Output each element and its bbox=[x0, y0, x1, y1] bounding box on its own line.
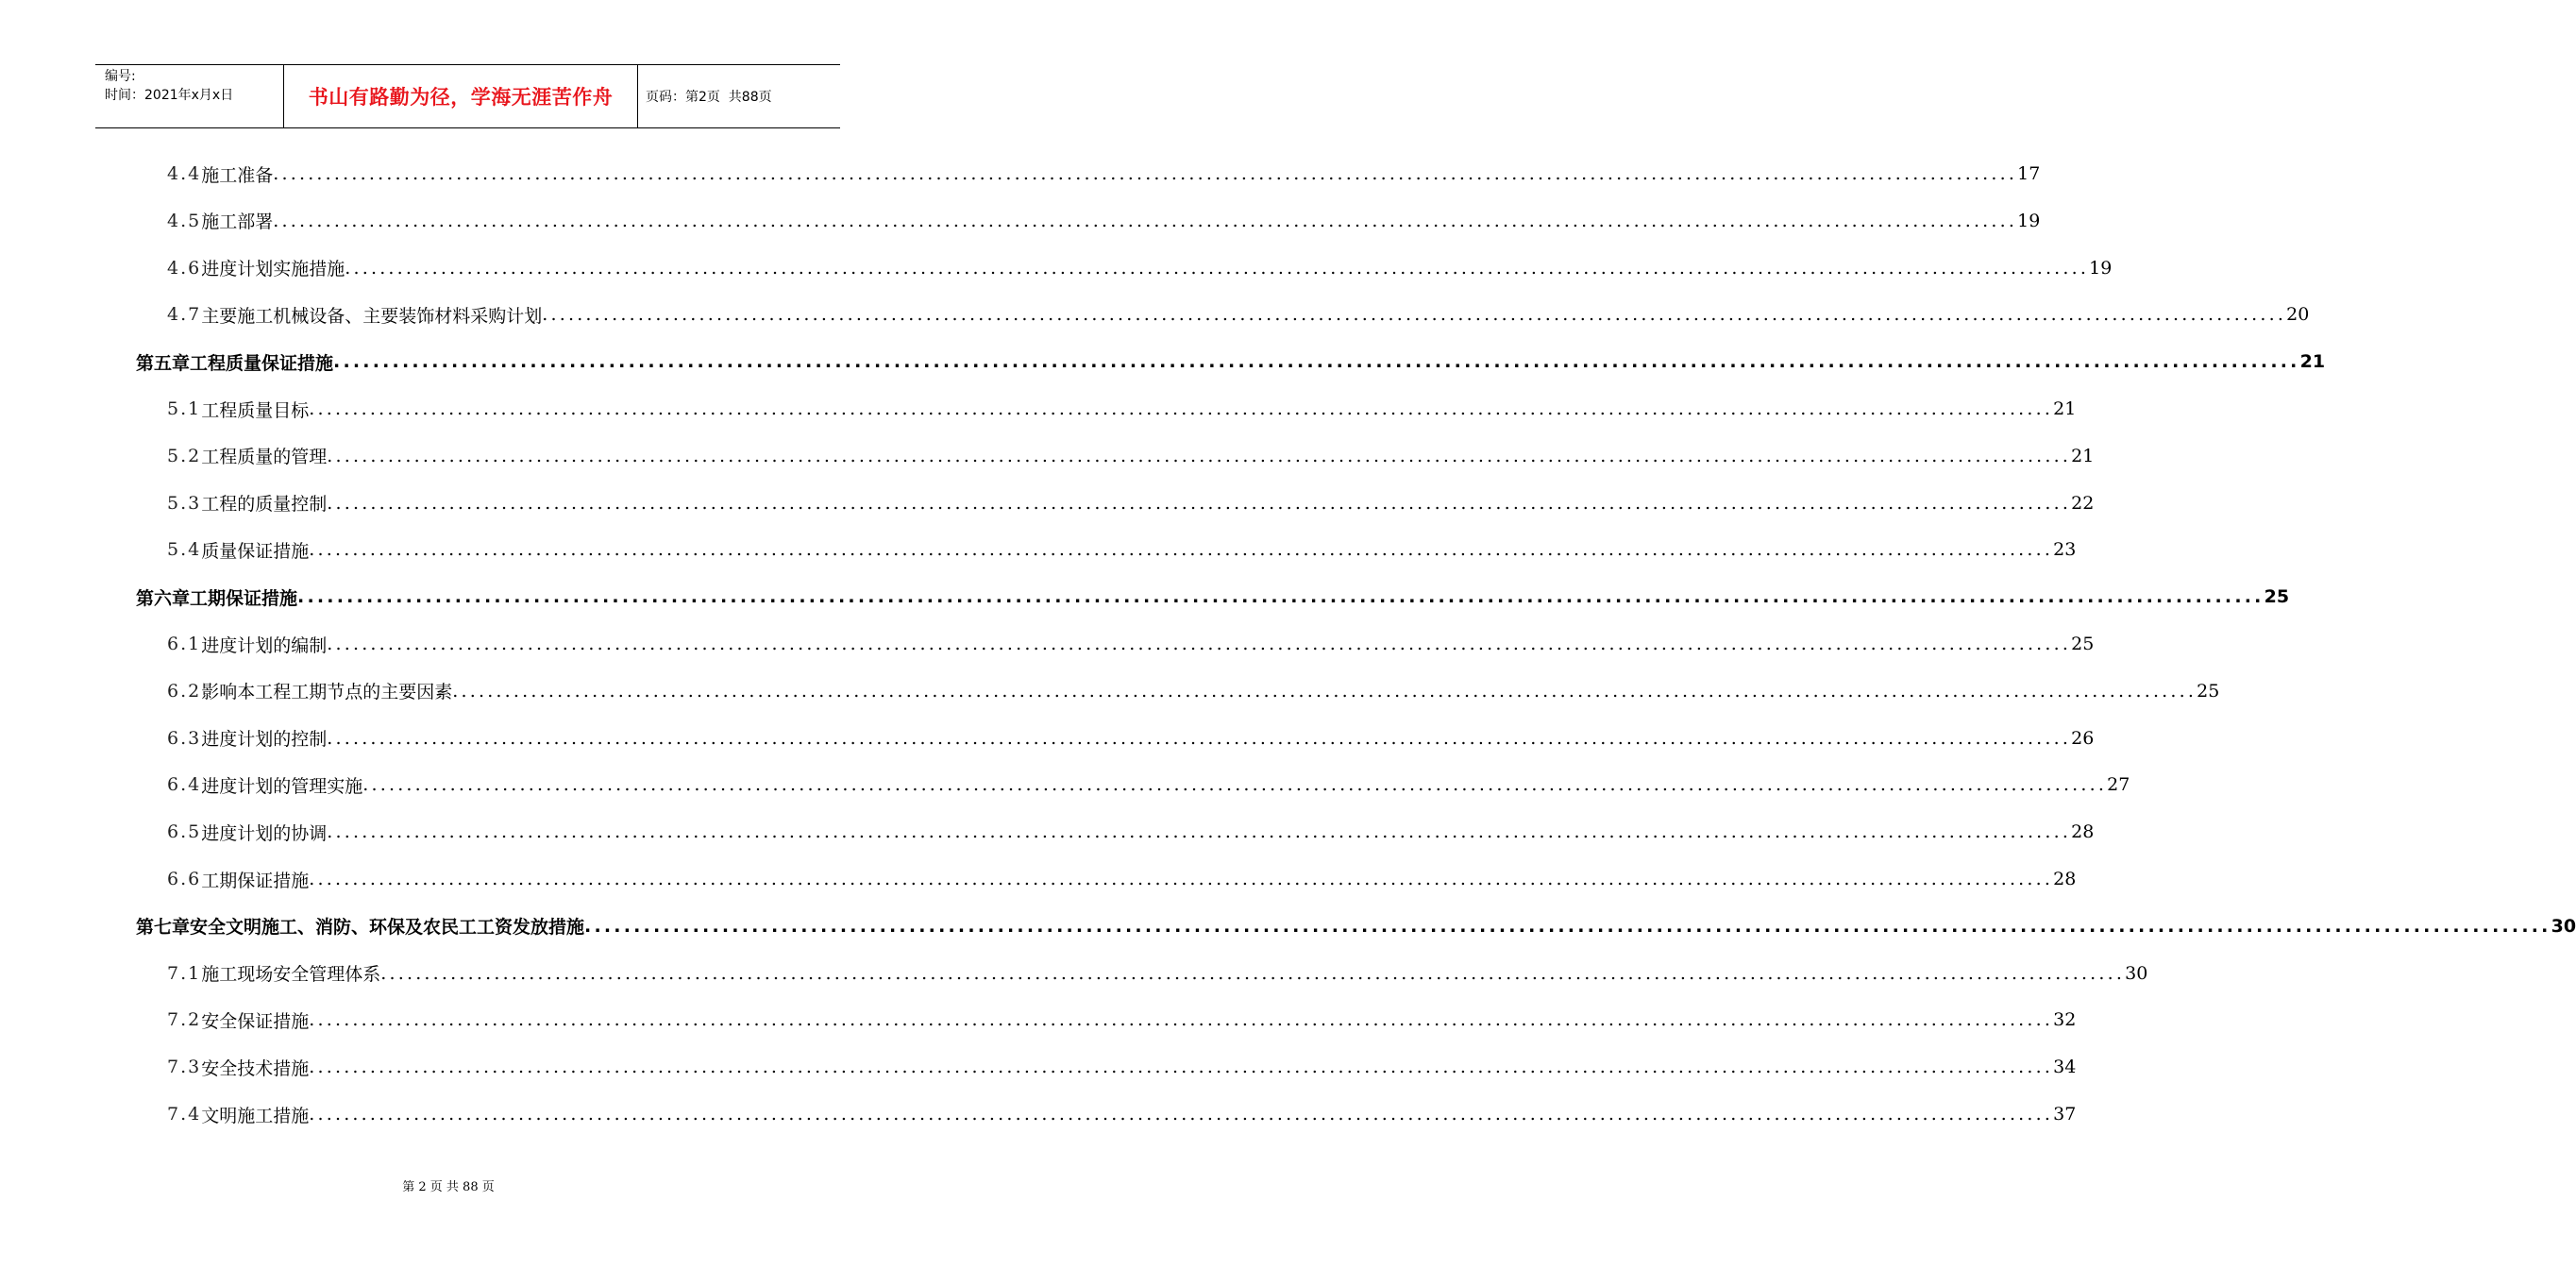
toc-entry-number: 4.5 bbox=[167, 210, 202, 231]
toc-entry-row[interactable] bbox=[167, 300, 2310, 329]
toc-entry-title: 安全技术措施 bbox=[201, 1058, 310, 1079]
toc-entry-row[interactable] bbox=[167, 1100, 2077, 1128]
toc-dot-leader: ........................................................................................................................................................................................................ bbox=[309, 398, 2054, 419]
toc-dot-leader: ........................................................................................................................................................................................................ bbox=[327, 727, 2072, 749]
toc-entry-title: 安全文明施工、消防、环保及农民工工资发放措施 bbox=[190, 917, 585, 939]
toc-entry-title: 施工现场安全管理体系 bbox=[201, 964, 381, 986]
toc-entry-row[interactable] bbox=[167, 254, 2113, 282]
toc-dot-leader: ........................................................................................................................................................................................................ bbox=[309, 1104, 2054, 1125]
toc-entry-page: 17 bbox=[2017, 163, 2041, 184]
toc-entry-row[interactable] bbox=[167, 442, 2095, 470]
toc-chapter-row[interactable] bbox=[136, 583, 2290, 611]
page-footer: 第 2 页 共 88 页 bbox=[402, 1180, 495, 1194]
toc-entry-row[interactable] bbox=[167, 959, 2148, 988]
toc-entry-title: 进度计划的编制 bbox=[201, 634, 328, 656]
toc-dot-leader: ........................................................................................................................................................................................................ bbox=[452, 680, 2197, 702]
toc-entry-title: 主要施工机械设备、主要装饰材料采购计划 bbox=[201, 305, 543, 327]
toc-entry-page: 30 bbox=[2125, 962, 2148, 984]
toc-entry-row[interactable] bbox=[167, 1006, 2077, 1034]
toc-entry-number: 第六章 bbox=[136, 587, 191, 609]
header-page-info bbox=[638, 65, 840, 127]
toc-entry-row[interactable] bbox=[167, 535, 2077, 564]
header-page-info-text: 页码：第2页 共88页 bbox=[646, 90, 772, 105]
toc-entry-page: 21 bbox=[2299, 351, 2326, 373]
toc-entry-row[interactable] bbox=[167, 677, 2220, 705]
toc-entry-row[interactable] bbox=[167, 395, 2077, 423]
toc-entry-title: 安全保证措施 bbox=[201, 1010, 310, 1032]
toc-entry-page: 27 bbox=[2107, 774, 2130, 796]
toc-entry-title: 质量保证措施 bbox=[201, 540, 310, 562]
toc-entry-row[interactable] bbox=[167, 207, 2041, 235]
toc-entry-number: 4.6 bbox=[167, 257, 202, 279]
toc-entry-page: 19 bbox=[2089, 257, 2113, 279]
toc-dot-leader: ........................................................................................................................................................................................................ bbox=[309, 869, 2054, 889]
toc-dot-leader: ........................................................................................................................................................................................................ bbox=[542, 304, 2287, 326]
header-time-label: 时间：2021年x月x日 bbox=[105, 88, 234, 103]
toc-entry-page: 23 bbox=[2053, 539, 2077, 561]
toc-entry-number: 4.7 bbox=[167, 304, 202, 326]
toc-entry-number: 7.1 bbox=[167, 962, 202, 984]
toc-entry-number: 7.2 bbox=[167, 1009, 202, 1031]
toc-entry-page: 20 bbox=[2286, 304, 2310, 326]
toc-entry-number: 5.3 bbox=[167, 492, 202, 514]
toc-dot-leader: ........................................................................................................................................................................................................ bbox=[327, 445, 2072, 466]
toc-entry-title: 进度计划实施措施 bbox=[201, 259, 345, 280]
toc-chapter-row[interactable] bbox=[136, 912, 2576, 940]
toc-entry-page: 32 bbox=[2053, 1009, 2077, 1031]
toc-entry-page: 21 bbox=[2071, 445, 2095, 466]
header-meta bbox=[95, 65, 284, 127]
toc-entry-title: 影响本工程工期节点的主要因素 bbox=[201, 682, 453, 703]
toc-dot-leader: ........................................................................................................................................................................................................ bbox=[380, 962, 2126, 984]
toc-entry-page: 25 bbox=[2197, 680, 2220, 702]
toc-entry-title: 文明施工措施 bbox=[201, 1105, 310, 1126]
toc-dot-leader: ........................................................................................................................................................................................................ bbox=[327, 634, 2072, 654]
toc-dot-leader: ........................................................................................................................................................................................................ bbox=[333, 351, 2300, 373]
toc-dot-leader: ........................................................................................................................................................................................................ bbox=[309, 539, 2054, 561]
toc-entry-title: 施工部署 bbox=[201, 212, 274, 233]
toc-dot-leader: ........................................................................................................................................................................................................ bbox=[362, 774, 2108, 796]
toc-entry-row[interactable] bbox=[167, 1053, 2077, 1081]
toc-entry-number: 7.3 bbox=[167, 1057, 202, 1078]
toc-entry-page: 21 bbox=[2053, 398, 2077, 419]
toc-entry-title: 进度计划的控制 bbox=[201, 729, 328, 751]
toc-entry-number: 6.6 bbox=[167, 869, 202, 889]
toc-dot-leader: ........................................................................................................................................................................................................ bbox=[309, 1057, 2054, 1078]
toc-entry-page: 34 bbox=[2053, 1057, 2077, 1078]
toc-entry-row[interactable] bbox=[167, 724, 2095, 753]
toc-entry-page: 26 bbox=[2071, 727, 2095, 749]
toc-entry-number: 6.2 bbox=[167, 680, 202, 702]
toc-dot-leader: ........................................................................................................................................................................................................ bbox=[273, 210, 2018, 231]
toc-entry-number: 6.1 bbox=[167, 634, 202, 654]
toc-dot-leader: ........................................................................................................................................................................................................ bbox=[297, 586, 2265, 608]
toc-entry-row[interactable] bbox=[167, 865, 2077, 893]
toc-entry-page: 22 bbox=[2071, 492, 2095, 514]
toc-dot-leader: ........................................................................................................................................................................................................ bbox=[273, 163, 2018, 184]
toc-entry-title: 进度计划的管理实施 bbox=[201, 775, 363, 797]
toc-dot-leader: ........................................................................................................................................................................................................ bbox=[327, 492, 2072, 514]
toc-entry-number: 4.4 bbox=[167, 163, 202, 184]
toc-chapter-row[interactable] bbox=[136, 347, 2326, 376]
toc-entry-number: 6.4 bbox=[167, 774, 202, 796]
toc-entry-title: 工程质量目标 bbox=[201, 399, 310, 421]
toc-entry-page: 28 bbox=[2053, 869, 2077, 889]
toc-dot-leader: ........................................................................................................................................................................................................ bbox=[327, 821, 2072, 843]
page-header bbox=[95, 64, 840, 128]
header-slogan: 书山有路勤为径，学海无涯苦作舟 bbox=[284, 65, 638, 127]
header-number-label: 编号: bbox=[105, 69, 136, 84]
toc-entry-row[interactable] bbox=[167, 770, 2130, 799]
toc-dot-leader: ........................................................................................................................................................................................................ bbox=[584, 915, 2551, 937]
toc-entry-page: 25 bbox=[2071, 634, 2095, 654]
toc-entry-row[interactable] bbox=[167, 489, 2095, 517]
toc-entry-number: 第五章 bbox=[136, 352, 191, 374]
toc-entry-page: 19 bbox=[2017, 210, 2041, 231]
toc-entry-title: 进度计划的协调 bbox=[201, 822, 328, 844]
toc-entry-number: 第七章 bbox=[136, 917, 191, 939]
toc-entry-page: 37 bbox=[2053, 1104, 2077, 1125]
toc-entry-title: 工程质量保证措施 bbox=[190, 352, 334, 374]
toc-entry-title: 工期保证措施 bbox=[190, 587, 298, 609]
toc-entry-number: 6.3 bbox=[167, 727, 202, 749]
toc-entry-title: 工程质量的管理 bbox=[201, 447, 328, 468]
toc-entry-title: 施工准备 bbox=[201, 164, 274, 186]
toc-entry-row[interactable] bbox=[167, 818, 2095, 846]
toc-entry-number: 5.4 bbox=[167, 539, 202, 561]
toc-entry-number: 5.1 bbox=[167, 398, 202, 419]
toc-entry-page: 30 bbox=[2551, 915, 2576, 937]
toc-entry-row[interactable] bbox=[167, 630, 2095, 658]
toc-entry-title: 工程的质量控制 bbox=[201, 494, 328, 516]
toc-entry-number: 6.5 bbox=[167, 821, 202, 843]
toc-entry-page: 28 bbox=[2071, 821, 2095, 843]
toc-dot-leader: ........................................................................................................................................................................................................ bbox=[309, 1009, 2054, 1031]
toc-entry-page: 25 bbox=[2264, 586, 2290, 608]
toc-dot-leader: ........................................................................................................................................................................................................ bbox=[345, 257, 2090, 279]
toc-entry-title: 工期保证措施 bbox=[201, 870, 310, 891]
toc-entry-number: 7.4 bbox=[167, 1104, 202, 1125]
toc-entry-number: 5.2 bbox=[167, 445, 202, 466]
toc-entry-row[interactable] bbox=[167, 160, 2041, 188]
